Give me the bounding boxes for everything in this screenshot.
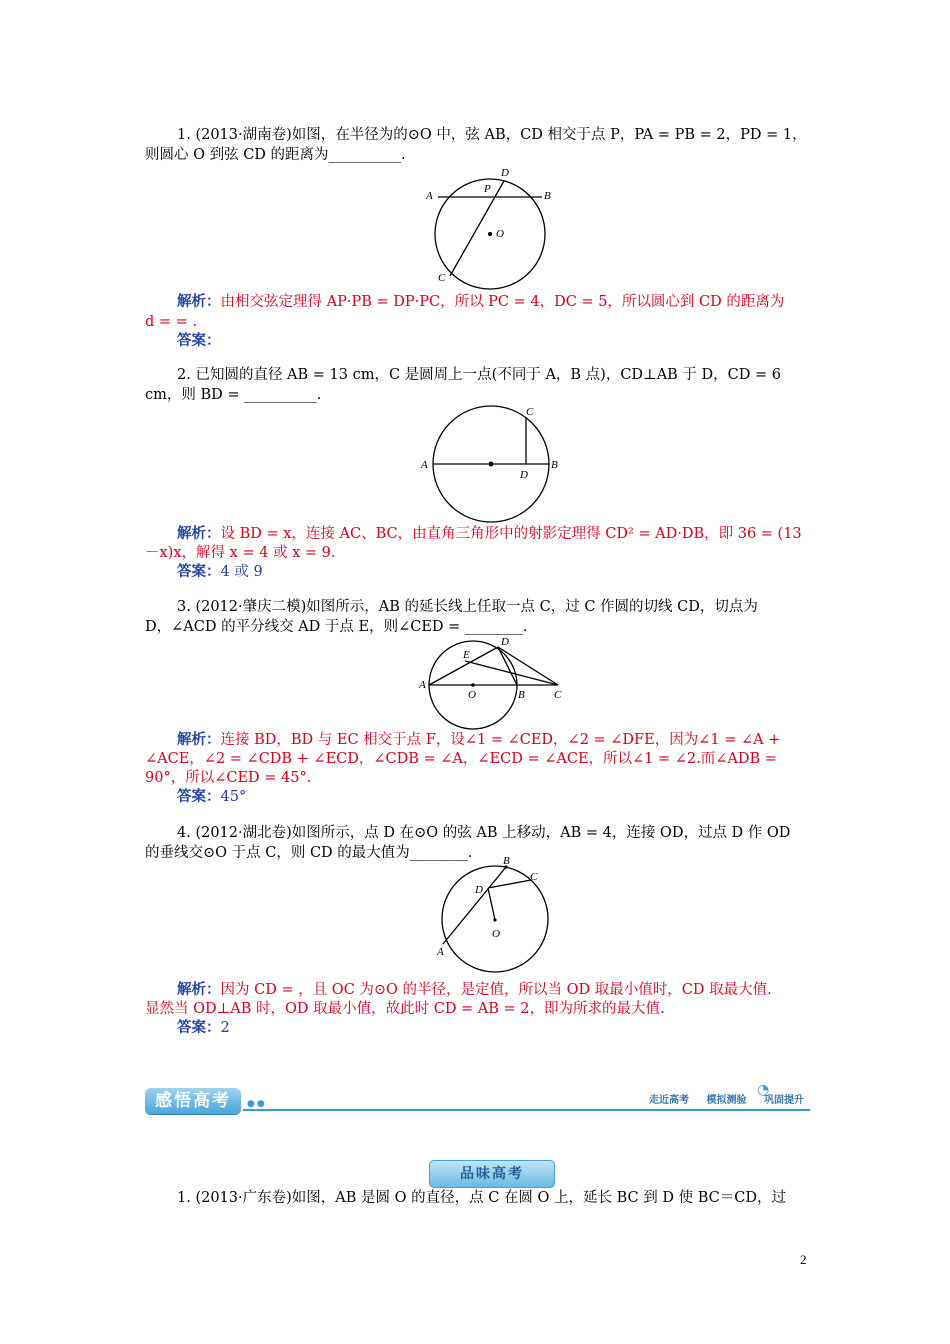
problem-4-question-line-2: 的垂线交⊙O 于点 C，则 CD 的最大值为________. bbox=[145, 845, 473, 861]
fig1-label-o: O bbox=[496, 228, 504, 240]
problem-2-question-line-1: 2. 已知圆的直径 AB = 13 cm，C 是圆周上一点(不同于 A，B 点)，CD⊥AB 于 D，CD = 6 bbox=[177, 367, 781, 383]
problem-4-figure bbox=[428, 855, 563, 972]
problem-3-solution-line-3: 90°，所以∠CED = 45°. bbox=[145, 770, 312, 786]
problem-4-solution-line-1 bbox=[145, 980, 807, 1000]
banner-link-2: 模拟测验 bbox=[706, 1095, 747, 1106]
problem-4-solution-line-2: 显然当 OD⊥AB 时，OD 取最小值，故此时 CD = AB = 2，即为所求的最大值. bbox=[145, 1001, 665, 1017]
fig1-label-a: A bbox=[426, 190, 433, 202]
section-banner bbox=[143, 1082, 810, 1116]
problem-4-answer bbox=[177, 1018, 230, 1038]
fig3-label-d: D bbox=[501, 636, 509, 648]
swirl-icon: ◔ bbox=[757, 1082, 770, 1098]
problem-4-question-line-1: 4. (2012·湖北卷)如图所示，点 D 在⊙O 的弦 AB 上移动，AB = 4，连接 OD，过点 D 作 OD bbox=[177, 825, 791, 841]
problem-3-answer-label: 答案： bbox=[177, 788, 221, 805]
problem-1-solution-text: 由相交弦定理得 AP·PB = DP·PC，所以 PC = 4，DC = 5，所以圆心到 CD 的距离为 bbox=[220, 294, 785, 310]
problem-1-figure bbox=[420, 165, 560, 285]
page-number: 2 bbox=[800, 1252, 807, 1267]
problem-3-solution-label: 解析： bbox=[177, 731, 221, 748]
fig3-label-e: E bbox=[463, 649, 470, 661]
problem-3-figure bbox=[418, 632, 568, 732]
problem-2-solution-line-1 bbox=[145, 524, 807, 544]
problem-4-solution-label: 解析： bbox=[177, 981, 221, 998]
fig3-label-c: C bbox=[554, 689, 562, 701]
problem-3-solution-text: 连接 BD，BD 与 EC 相交于点 F，设∠1 = ∠CED，∠2 = ∠DFE，因为∠1 = ∠A + bbox=[220, 732, 781, 748]
banner-link-1: 走近高考 bbox=[649, 1095, 690, 1106]
fig2-label-a: A bbox=[421, 459, 428, 471]
fig2-label-c: C bbox=[526, 406, 534, 418]
next-problem-question-line-1: 1. (2013·广东卷)如图，AB 是圆 O 的直径，点 C 在圆 O 上，延长 BC 到 D 使 BC＝CD，过 bbox=[177, 1190, 786, 1206]
banner-link-3: 巩固提升 bbox=[764, 1095, 804, 1106]
fig1-label-b: B bbox=[544, 190, 551, 202]
problem-2-answer-label: 答案： bbox=[177, 563, 221, 580]
problem-2-solution-label: 解析： bbox=[177, 525, 221, 542]
problem-4-answer-value: 2 bbox=[220, 1020, 230, 1036]
banner-title: 感悟高考 bbox=[145, 1088, 241, 1114]
fig4-label-c: C bbox=[530, 871, 538, 883]
problem-3-question-line-1: 3. (2012·肇庆二模)如图所示，AB 的延长线上任取一点 C，过 C 作圆的切线 CD，切点为 bbox=[177, 599, 758, 615]
fig4-label-o: O bbox=[492, 928, 500, 940]
problem-2-answer bbox=[177, 562, 263, 582]
problem-1-answer-label: 答案： bbox=[177, 332, 221, 349]
problem-2-question-line-2: cm，则 BD = __________. bbox=[145, 387, 322, 403]
fig1-label-p: P bbox=[484, 183, 491, 195]
fig2-label-d: D bbox=[520, 469, 528, 481]
fig1-label-c: C bbox=[438, 272, 446, 284]
fig4-label-a: A bbox=[437, 946, 444, 958]
banner-links bbox=[635, 1091, 804, 1106]
fig3-label-a: A bbox=[419, 679, 426, 691]
problem-3-question-line-2: D，∠ACD 的平分线交 AD 于点 E，则∠CED = ________. bbox=[145, 619, 528, 635]
subsection-title: 品味高考 bbox=[429, 1160, 555, 1188]
problem-3-answer bbox=[177, 787, 246, 807]
problem-2-solution-line-2: －x)x，解得 x = 4 或 x = 9. bbox=[145, 545, 336, 561]
problem-1-solution-line-2: d = = . bbox=[145, 314, 198, 330]
problem-1-solution-line-1 bbox=[145, 292, 807, 312]
problem-1-question-line-1: 1. (2013·湖南卷)如图，在半径为的⊙O 中，弦 AB，CD 相交于点 P，PA = PB = 2，PD = 1， bbox=[177, 127, 807, 143]
problem-4-answer-label: 答案： bbox=[177, 1019, 221, 1036]
problem-2-figure bbox=[418, 400, 568, 522]
banner-divider bbox=[243, 1109, 810, 1111]
fig2-label-b: B bbox=[551, 459, 558, 471]
problem-2-solution-text: 设 BD = x，连接 AC、BC，由直角三角形中的射影定理得 CD² = AD·DB，即 36 = (13 bbox=[220, 526, 802, 542]
banner-dots: ●● bbox=[247, 1099, 267, 1109]
problem-2-answer-value: 4 或 9 bbox=[220, 564, 263, 580]
problem-3-answer-value: 45° bbox=[220, 789, 247, 805]
problem-3-solution-line-2: ∠ACE，∠2 = ∠CDB + ∠ECD，∠CDB = ∠A，∠ECD = ∠ACE，所以∠1 = ∠2.而∠ADB = bbox=[145, 751, 777, 767]
fig4-label-d: D bbox=[475, 884, 483, 896]
problem-3-solution-line-1 bbox=[145, 730, 807, 750]
problem-1-question-line-2: 则圆心 O 到弦 CD 的距离为__________. bbox=[145, 147, 406, 163]
problem-1-answer bbox=[177, 331, 221, 351]
fig4-label-b: B bbox=[503, 855, 510, 867]
fig1-label-d: D bbox=[501, 167, 509, 179]
fig3-label-b: B bbox=[518, 689, 525, 701]
problem-4-solution-text: 因为 CD = ，且 OC 为⊙O 的半径，是定值，所以当 OD 取最小值时，CD 取最大值. bbox=[220, 982, 772, 998]
fig3-label-o: O bbox=[468, 689, 476, 701]
problem-1-solution-label: 解析： bbox=[177, 293, 221, 310]
